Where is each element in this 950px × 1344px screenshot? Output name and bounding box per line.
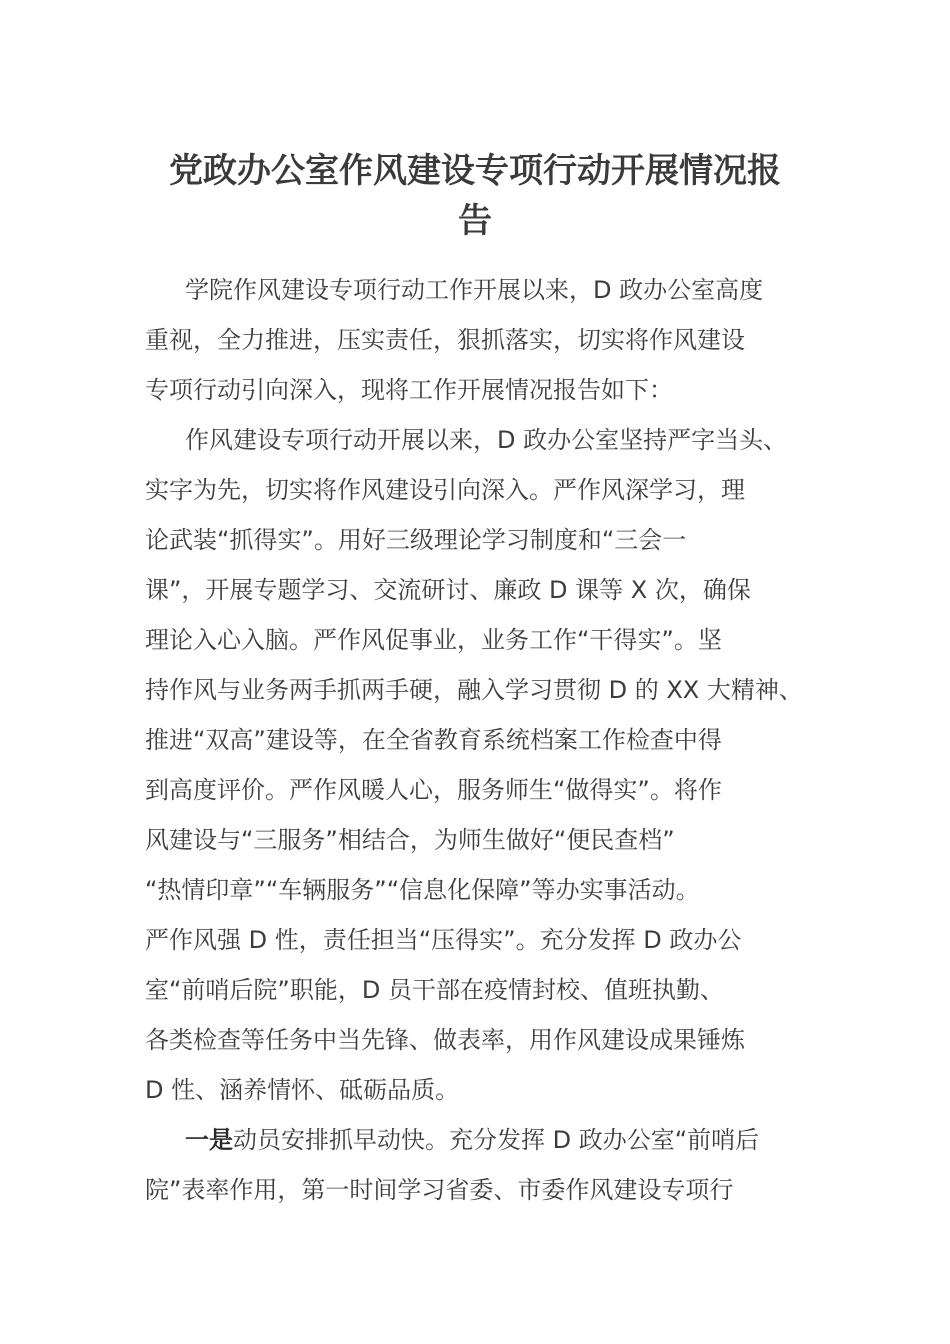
paragraph-2-line-3: 论武装“抓得实”。用好三级理论学习制度和“三会一 — [145, 526, 687, 554]
paragraph-2-line-4: 课”，开展专题学习、交流研讨、廉政 D 课等 X 次，确保 — [145, 576, 751, 604]
paragraph-2-line-6: 持作风与业务两手抓两手硬，融入学习贯彻 D 的 XX 大精神、 — [145, 676, 803, 704]
document-title-line-2: 告 — [458, 201, 492, 241]
paragraph-1-line-1: 学院作风建设专项行动工作开展以来，D 政办公室高度 — [185, 276, 764, 304]
paragraph-2-line-5: 理论入心入脑。严作风促事业，业务工作“干得实”。坚 — [145, 626, 722, 654]
paragraph-2-line-8: 到高度评价。严作风暖人心，服务师生“做得实”。将作 — [145, 776, 722, 804]
paragraph-1-line-3: 专项行动引向深入，现将工作开展情况报告如下： — [145, 376, 673, 404]
paragraph-2-line-7: 推进“双高”建设等，在全省教育系统档案工作检查中得 — [145, 726, 722, 754]
paragraph-2-line-9: 风建设与“三服务”相结合，为师生做好“便民查档” — [145, 826, 675, 854]
paragraph-1-line-2: 重视，全力推进，压实责任，狠抓落实，切实将作风建设 — [145, 326, 745, 354]
paragraph-2-line-14: D 性、涵养情怀、砥砺品质。 — [145, 1076, 460, 1104]
paragraph-2-line-10: “热情印章”“车辆服务”“信息化保障”等办实事活动。 — [145, 876, 700, 904]
paragraph-2-line-12: 室“前哨后院”职能，D 员干部在疫情封校、值班执勤、 — [145, 976, 724, 1004]
paragraph-2-line-1: 作风建设专项行动开展以来，D 政办公室坚持严字当头、 — [185, 426, 788, 454]
paragraph-3-line-1 — [185, 1124, 759, 1156]
document-title-line-1: 党政办公室作风建设专项行动开展情况报 — [169, 151, 781, 191]
paragraph-3-line-1-text: 动员安排抓早动快。充分发挥 D 政办公室“前哨后 — [233, 1126, 760, 1154]
paragraph-2-line-11: 严作风强 D 性，责任担当“压得实”。充分发挥 D 政办公 — [145, 926, 742, 954]
paragraph-3-lead: 一是 — [185, 1126, 233, 1154]
paragraph-2-line-2: 实字为先，切实将作风建设引向深入。严作风深学习，理 — [145, 476, 745, 504]
paragraph-2-line-13: 各类检查等任务中当先锋、做表率，用作风建设成果锤炼 — [145, 1026, 745, 1054]
paragraph-3-line-2: 院”表率作用，第一时间学习省委、市委作风建设专项行 — [145, 1176, 734, 1204]
